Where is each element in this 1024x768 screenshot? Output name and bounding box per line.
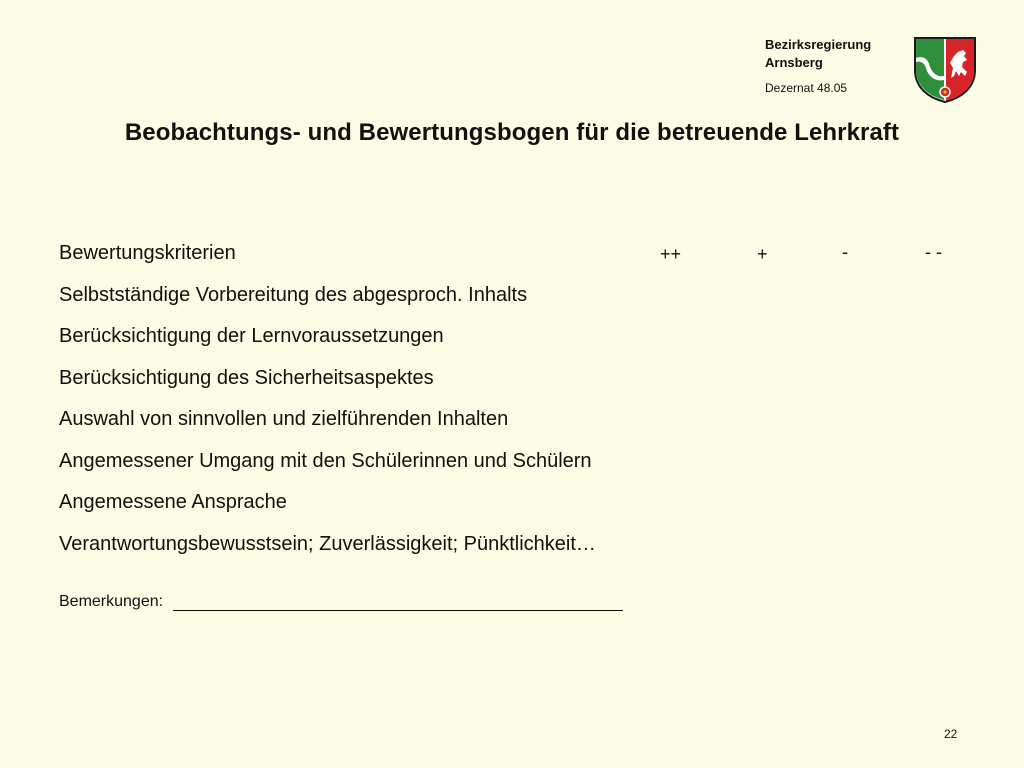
organization-name: [765, 36, 905, 72]
page-number: 22: [944, 727, 958, 741]
scale-very-poor: - -: [925, 242, 942, 262]
page-title: Beobachtungs- und Bewertungsbogen für die betreuende Lehrkraft: [124, 119, 900, 146]
organization-line-1: Bezirksregierung: [765, 37, 872, 52]
scale-poor: -: [842, 242, 848, 262]
scale-very-good: ++: [660, 244, 682, 264]
department-label: Dezernat 48.05: [765, 81, 848, 95]
criteria-header: Bewertungskriterien: [59, 242, 236, 264]
scale-good: +: [757, 244, 768, 264]
criterion-row: Auswahl von sinnvollen und zielführenden Inhalten: [59, 408, 509, 430]
remarks-field: [59, 592, 623, 611]
remarks-label: Bemerkungen:: [59, 593, 164, 610]
criterion-row: Selbstständige Vorbereitung des abgesproch. Inhalts: [59, 283, 528, 306]
criterion-row: Verantwortungsbewusstsein; Zuverlässigkeit; Pünktlichkeit…: [59, 532, 596, 555]
criterion-row: Berücksichtigung der Lernvoraussetzungen: [59, 325, 444, 347]
organization-line-2: Arnsberg: [765, 55, 823, 70]
criteria-list: [59, 240, 596, 572]
criterion-row: Berücksichtigung des Sicherheitsaspektes: [59, 366, 434, 389]
criterion-row: Angemessener Umgang mit den Schülerinnen und Schülern: [59, 449, 592, 472]
criterion-row: Angemessene Ansprache: [59, 491, 287, 513]
nrw-coat-of-arms-icon: [913, 36, 977, 104]
remarks-line: [173, 592, 623, 611]
